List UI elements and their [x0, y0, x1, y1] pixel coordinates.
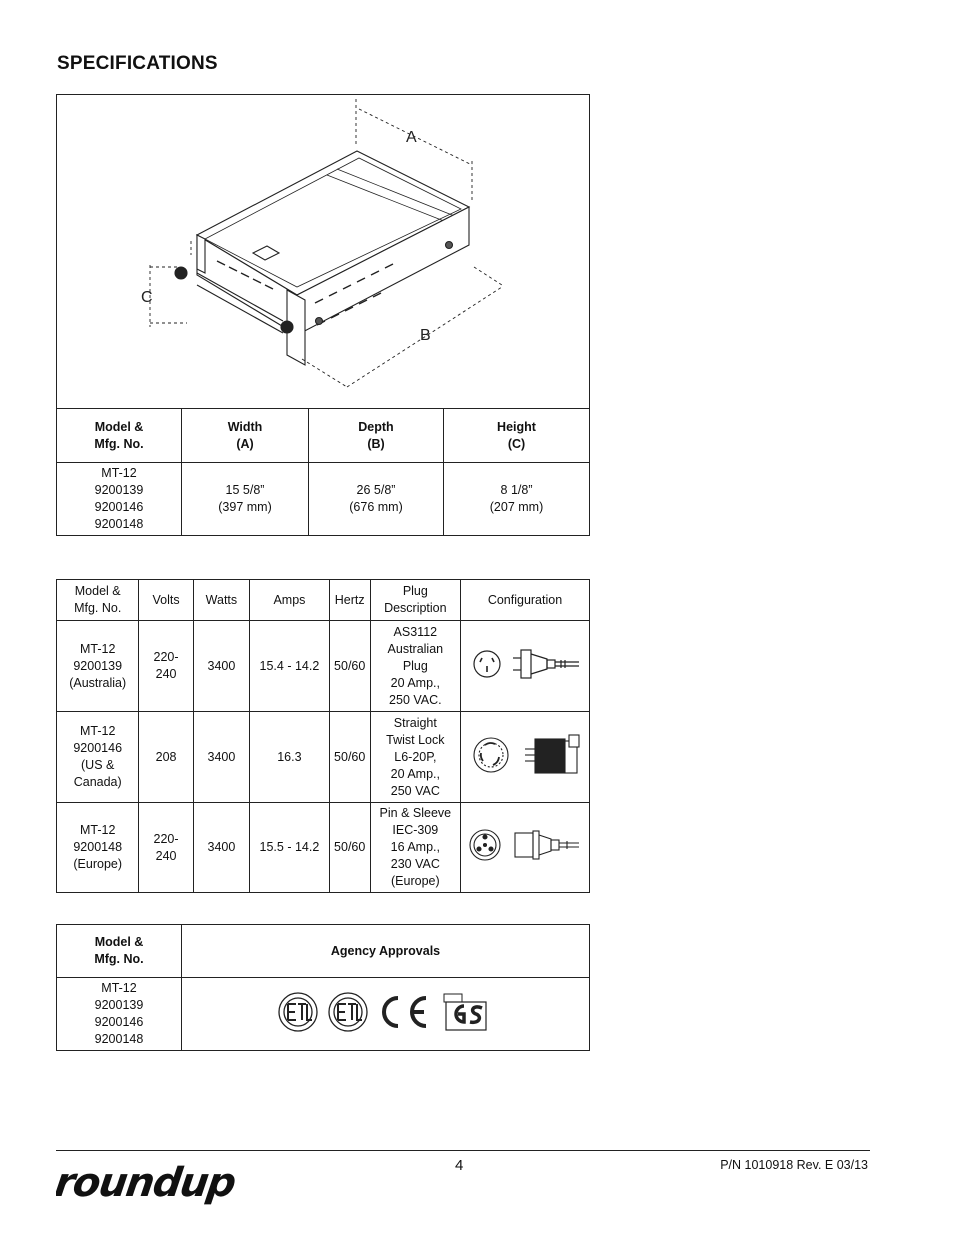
dim-cell-height: 8 1/8” (207 mm) [444, 463, 590, 536]
elec-cell-watts: 3400 [193, 712, 249, 803]
elec-header-model: Model & Mfg. No. [57, 580, 139, 621]
dimension-label-c: C [141, 289, 153, 306]
dimension-label-b: B [420, 327, 431, 344]
twist-lock-plug-icon [465, 731, 585, 779]
elec-header-configuration: Configuration [461, 580, 590, 621]
elec-cell-configuration [461, 712, 590, 803]
elec-cell-model: MT-12 9200146 (US & Canada) [57, 712, 139, 803]
dim-header-model: Model & Mfg. No. [57, 409, 182, 463]
australian-plug-icon [465, 644, 585, 684]
elec-cell-model: MT-12 9200148 (Europe) [57, 803, 139, 893]
dim-cell-depth: 26 5/8” (676 mm) [309, 463, 444, 536]
elec-cell-volts: 208 [139, 712, 193, 803]
elec-cell-configuration [461, 803, 590, 893]
svg-text:roundup: roundup [56, 1162, 238, 1206]
elec-cell-plug: Straight Twist Lock L6-20P, 20 Amp., 250 VAC [370, 712, 460, 803]
agency-cell-model: MT-12 9200139 9200146 9200148 [57, 978, 182, 1051]
approval-marks [276, 990, 496, 1034]
electrical-table [56, 579, 590, 893]
etl-sanitation-icon [279, 993, 317, 1031]
elec-header-watts: Watts [193, 580, 249, 621]
elec-cell-volts: 220- 240 [139, 803, 193, 893]
ce-mark-icon [384, 998, 426, 1026]
part-number: P/N 1010918 Rev. E 03/13 [720, 1158, 868, 1172]
dim-cell-model: MT-12 9200139 9200146 9200148 [57, 463, 182, 536]
page-title: SPECIFICATIONS [57, 53, 218, 74]
agency-approvals-table [56, 924, 590, 1051]
elec-cell-volts: 220- 240 [139, 621, 193, 712]
elec-cell-watts: 3400 [193, 803, 249, 893]
toaster-dimension-diagram [57, 95, 589, 408]
agency-header-approvals: Agency Approvals [182, 925, 590, 978]
elec-cell-configuration [461, 621, 590, 712]
elec-header-plug: Plug Description [370, 580, 460, 621]
elec-cell-model: MT-12 9200139 (Australia) [57, 621, 139, 712]
footer-divider [56, 1150, 870, 1151]
table-row [57, 621, 590, 712]
elec-cell-amps: 16.3 [250, 712, 330, 803]
roundup-logo [56, 1162, 288, 1213]
pin-sleeve-plug-icon [465, 825, 585, 865]
table-row [57, 712, 590, 803]
elec-cell-amps: 15.5 - 14.2 [250, 803, 330, 893]
agency-cell-approvals [182, 978, 590, 1051]
elec-cell-amps: 15.4 - 14.2 [250, 621, 330, 712]
page-number: 4 [455, 1157, 464, 1174]
dim-header-height: Height (C) [444, 409, 590, 463]
etl-listed-icon [329, 993, 367, 1031]
elec-header-hertz: Hertz [329, 580, 370, 621]
elec-cell-hertz: 50/60 [329, 621, 370, 712]
dim-header-width: Width (A) [182, 409, 309, 463]
elec-cell-plug: Pin & Sleeve IEC-309 16 Amp., 230 VAC (Europe) [370, 803, 460, 893]
dim-header-depth: Depth (B) [309, 409, 444, 463]
elec-header-amps: Amps [250, 580, 330, 621]
dimensions-table [56, 408, 590, 536]
table-row [57, 803, 590, 893]
dimension-label-a: A [406, 129, 417, 146]
elec-cell-watts: 3400 [193, 621, 249, 712]
agency-header-model: Model & Mfg. No. [57, 925, 182, 978]
elec-header-volts: Volts [139, 580, 193, 621]
elec-cell-plug: AS3112 Australian Plug 20 Amp., 250 VAC. [370, 621, 460, 712]
elec-cell-hertz: 50/60 [329, 712, 370, 803]
gs-mark-icon [444, 994, 486, 1030]
dim-cell-width: 15 5/8” (397 mm) [182, 463, 309, 536]
diagram-box [56, 94, 590, 409]
elec-cell-hertz: 50/60 [329, 803, 370, 893]
